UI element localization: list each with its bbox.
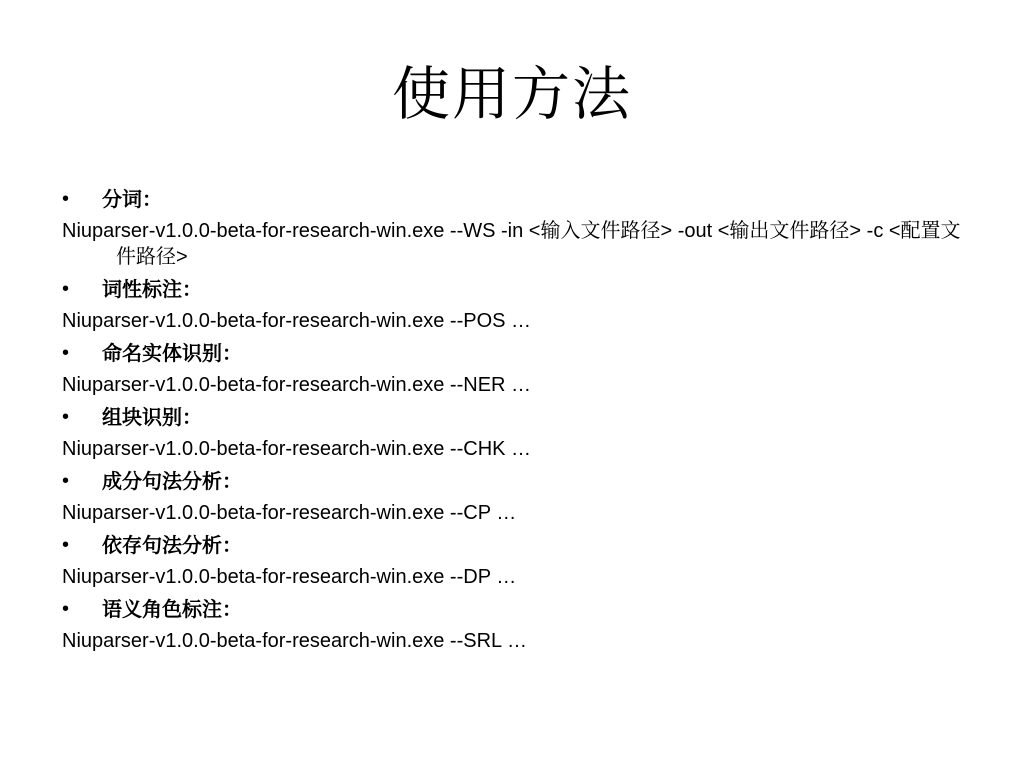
bullet-heading: 分词：	[102, 187, 162, 211]
bullet-heading: 组块识别：	[102, 405, 202, 429]
bullet-item-cp	[62, 466, 962, 496]
bullet-item-dp	[62, 530, 962, 560]
bullet-dot-icon: •	[62, 342, 70, 364]
bullet-dot-icon: •	[62, 598, 70, 620]
bullet-item-pos	[62, 274, 962, 304]
bullet-heading: 词性标注：	[102, 277, 202, 301]
slide-content	[62, 184, 962, 658]
bullet-heading: 成分句法分析：	[102, 469, 242, 493]
bullet-dot-icon: •	[62, 278, 70, 300]
command-line: Niuparser-v1.0.0-beta-for-research-win.exe --NER …	[62, 374, 532, 396]
bullet-item-ws	[62, 184, 962, 214]
command-line: Niuparser-v1.0.0-beta-for-research-win.exe --CHK …	[62, 438, 532, 460]
bullet-dot-icon: •	[62, 188, 70, 210]
bullet-item-chk	[62, 402, 962, 432]
bullet-dot-icon: •	[62, 470, 70, 492]
command-line: Niuparser-v1.0.0-beta-for-research-win.exe --SRL …	[62, 630, 527, 652]
bullet-dot-icon: •	[62, 406, 70, 428]
command-line: Niuparser-v1.0.0-beta-for-research-win.exe --CP …	[62, 502, 517, 524]
bullet-item-srl	[62, 594, 962, 624]
command-line: Niuparser-v1.0.0-beta-for-research-win.exe --POS …	[62, 310, 532, 332]
bullet-item-ner	[62, 338, 962, 368]
slide-title: 使用方法	[391, 60, 632, 128]
command-line: Niuparser-v1.0.0-beta-for-research-win.exe --DP …	[62, 566, 517, 588]
bullet-heading: 命名实体识别：	[102, 341, 242, 365]
bullet-heading: 语义角色标注：	[102, 597, 242, 621]
command-line: Niuparser-v1.0.0-beta-for-research-win.exe --WS -in <输入文件路径> -out <输出文件路径> -c <配置文件路径>	[62, 220, 961, 268]
bullet-dot-icon: •	[62, 534, 70, 556]
bullet-heading: 依存句法分析：	[102, 533, 242, 557]
